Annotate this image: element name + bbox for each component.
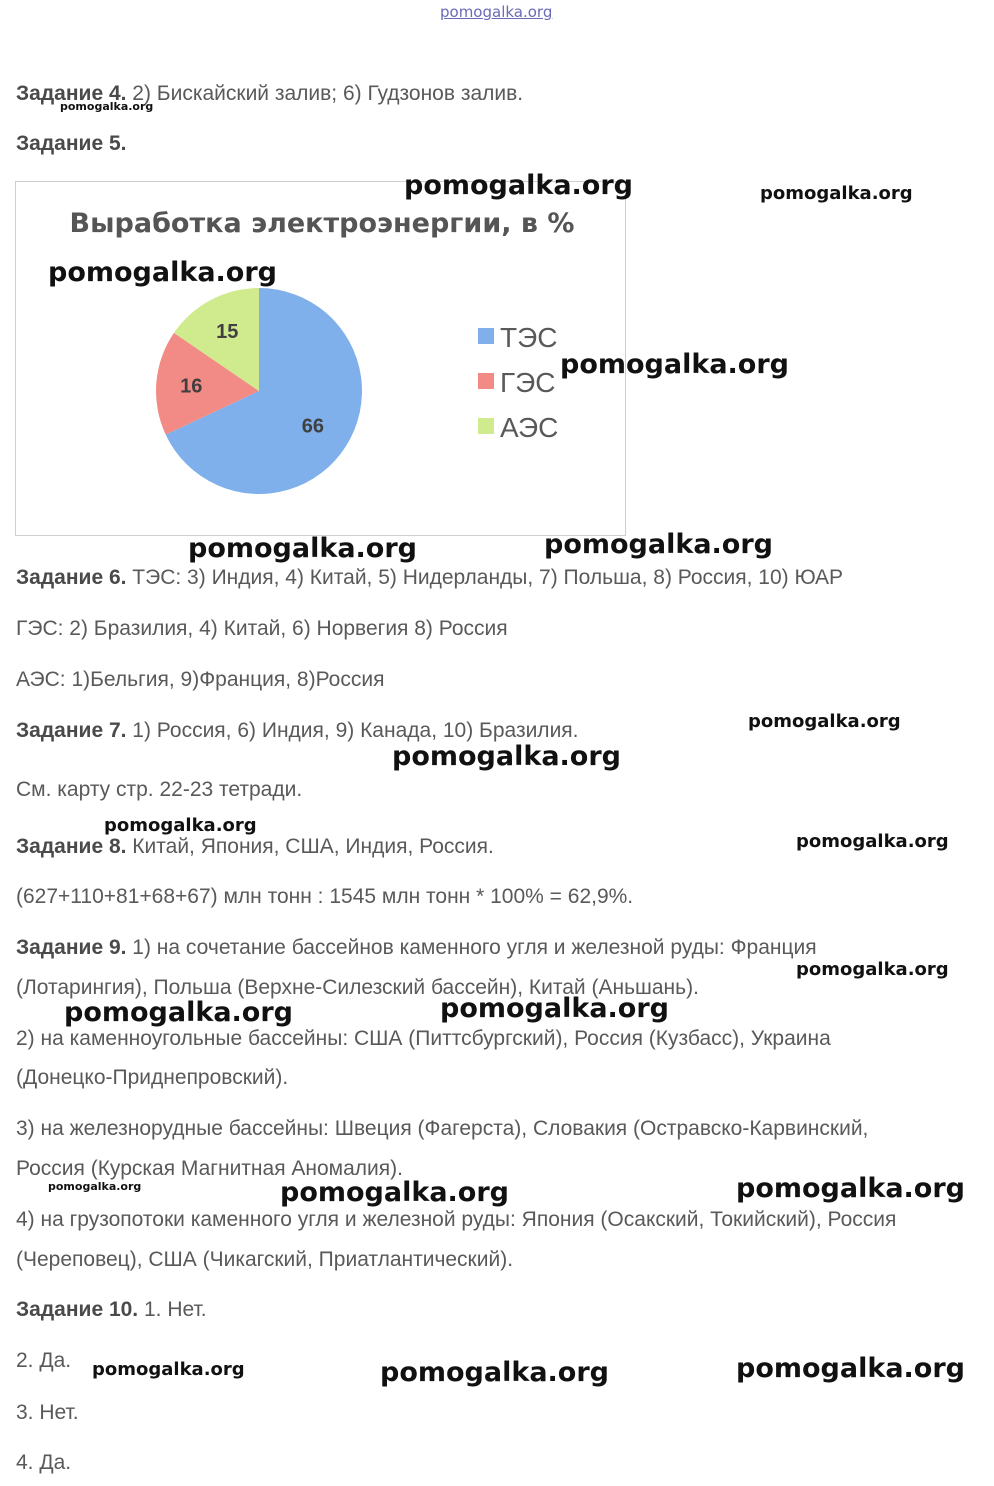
watermark: pomogalka.org <box>736 1173 965 1204</box>
watermark: pomogalka.org <box>440 993 669 1024</box>
watermark: pomogalka.org <box>280 1177 509 1208</box>
watermark: pomogalka.org <box>48 257 277 288</box>
task-9-line-8: (Череповец), США (Чикагский, Приатлантический). <box>16 1248 514 1271</box>
task-9-line-6: Россия (Курская Магнитная Аномалия). <box>16 1157 403 1180</box>
pie-slice-label-2: 16 <box>180 375 203 398</box>
task-5-text <box>16 124 126 163</box>
watermark: pomogalka.org <box>60 100 154 113</box>
legend-label-3: АЭС <box>500 412 559 443</box>
task-9-line-2: (Лотарингия), Польша (Верхне-Силезский бассейн), Китай (Аньшань). <box>16 976 699 999</box>
legend-label-1: ТЭС <box>500 322 558 353</box>
task-10-line-4: 4. Да. <box>16 1451 72 1474</box>
watermark: pomogalka.org <box>104 815 257 836</box>
task-10-answer-1: 1. Нет. <box>138 1298 207 1321</box>
watermark: pomogalka.org <box>796 959 949 980</box>
task-5-title: Задание 5. <box>16 132 127 155</box>
task-7-title: Задание 7. <box>16 719 127 742</box>
task-10-title: Задание 10. <box>16 1298 139 1321</box>
task-7-line-2: См. карту стр. 22-23 тетради. <box>16 778 303 801</box>
watermark: pomogalka.org <box>760 183 913 204</box>
watermark: pomogalka.org <box>736 1353 965 1384</box>
task-6-line-3: АЭС: 1)Бельгия, 9)Франция, 8)Россия <box>16 668 385 691</box>
legend-label-2: ГЭС <box>500 367 556 398</box>
task-10-line-3: 3. Нет. <box>16 1401 79 1424</box>
task-7-answer: 1) Россия, 6) Индия, 9) Канада, 10) Бразилия. <box>126 719 579 742</box>
watermark: pomogalka.org <box>188 533 417 564</box>
task-9-answer-1: 1) на сочетание бассейнов каменного угля и железной руды: Франция <box>126 936 817 959</box>
watermark: pomogalka.org <box>48 1180 142 1193</box>
task-4-answer: 2) Бискайский залив; 6) Гудзонов залив. <box>126 82 524 105</box>
legend-swatch-3 <box>478 418 494 434</box>
task-8-answer: Китай, Япония, США, Индия, Россия. <box>126 835 494 858</box>
legend-swatch-1 <box>478 328 494 344</box>
task-6-line-1 <box>16 558 843 597</box>
watermark: pomogalka.org <box>560 349 789 380</box>
task-6-line-2: ГЭС: 2) Бразилия, 4) Китай, 6) Норвегия 8) Россия <box>16 617 508 640</box>
task-9-line-7: 4) на грузопотоки каменного угля и железной руды: Япония (Осакский, Токийский), Россия <box>16 1208 897 1231</box>
chart-title: Выработка электроэнергии, в % <box>69 208 575 239</box>
watermark: pomogalka.org <box>544 529 773 560</box>
watermark: pomogalka.org <box>392 741 621 772</box>
task-6-tes: ТЭС: 3) Индия, 4) Китай, 5) Нидерланды, 7) Польша, 8) Россия, 10) ЮАР <box>126 566 844 589</box>
pie-slice-label-1: 66 <box>301 415 324 438</box>
task-10-line-2: 2. Да. <box>16 1349 72 1372</box>
task-9-line-1 <box>16 928 817 967</box>
task-6-title: Задание 6. <box>16 566 127 589</box>
task-8-line-2: (627+110+81+68+67) млн тонн : 1545 млн тонн * 100% = 62,9%. <box>16 885 634 908</box>
legend-swatch-2 <box>478 373 494 389</box>
pie-chart <box>15 181 626 536</box>
watermark: pomogalka.org <box>380 1357 609 1388</box>
watermark: pomogalka.org <box>748 711 901 732</box>
task-4-title: Задание 4. <box>16 82 127 105</box>
task-9-line-4: (Донецко-Приднепровский). <box>16 1066 289 1089</box>
pie-slice-label-3: 15 <box>216 320 239 343</box>
task-8-title: Задание 8. <box>16 835 127 858</box>
watermark: pomogalka.org <box>404 170 633 201</box>
task-9-line-5: 3) на железнорудные бассейны: Швеция (Фагерста), Словакия (Остравско-Карвинский, <box>16 1117 869 1140</box>
header-site-link[interactable]: pomogalka.org <box>440 3 553 21</box>
task-9-title: Задание 9. <box>16 936 127 959</box>
pie-chart-svg <box>16 182 627 537</box>
task-9-line-3: 2) на каменноугольные бассейны: США (Питтсбургский), Россия (Кузбасс), Украина <box>16 1027 831 1050</box>
task-10-line-1 <box>16 1290 207 1329</box>
watermark: pomogalka.org <box>796 831 949 852</box>
watermark: pomogalka.org <box>92 1359 245 1380</box>
watermark: pomogalka.org <box>64 997 293 1028</box>
